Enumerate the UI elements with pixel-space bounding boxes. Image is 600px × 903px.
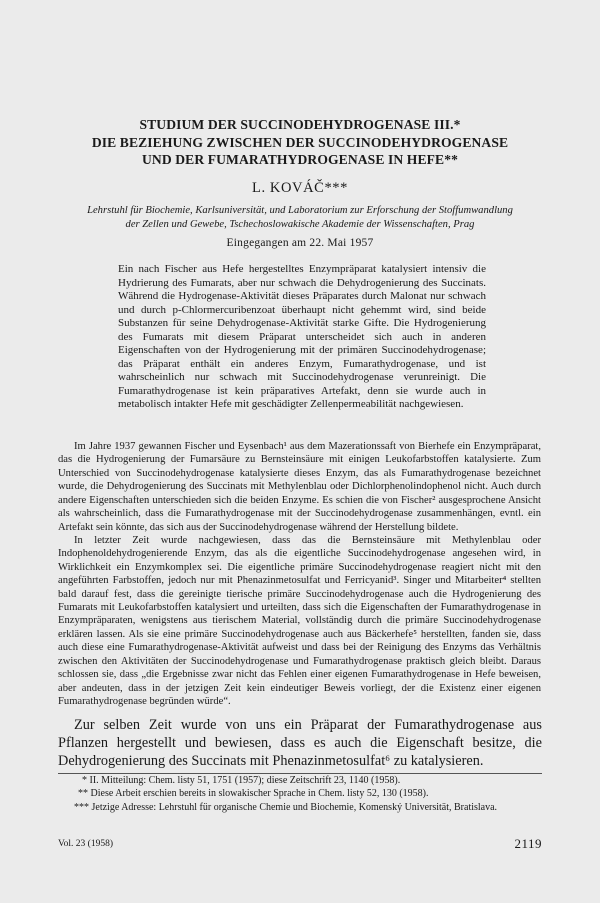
affiliation-line-1: Lehrstuhl für Biochemie, Karlsuniversität, und Laboratorium zur Erforschung der Stoffumwandlung — [87, 205, 513, 216]
footnotes — [58, 774, 542, 814]
lead-paragraph: Zur selben Zeit wurde von uns ein Präparat der Fumarathydrogenase aus Pflanzen hergestellt und bewiesen, dass es auch die Eigenschaft besitze, die Dehydrogenierung des Succinats mit Phenazinmetosulfat⁶ zu katalysieren. — [58, 717, 542, 769]
received-date: Eingegangen am 22. Mai 1957 — [226, 237, 374, 249]
author-name: L. KOVÁČ*** — [251, 180, 348, 196]
page-number: 2119 — [514, 836, 542, 851]
article-title — [40, 116, 560, 169]
abstract: Ein nach Fischer aus Hefe hergestelltes Enzympräparat katalysiert intensiv die Hydrierung des Fumarats, aber nur schwach die Dehydrogenierung des Succinats. Während die Hydrogenase-Aktivität dieses Präparates durch Malonat nur schwach und durch p-Chlormercuribenzoat überhaupt nicht gehemmt wird, sind beide Substanzen für seine Dehydrogenase-Aktivität starke Gifte. Die Hydrogenierung des Fumarats mit diesem Präparat unterscheidet sich auch in anderen Eigenschaften von der Hydrogenierung mit der primären Succinodehydrogenase; das Präparat enthält ein anderes Enzym, Fumarathydrogenase, und ist wahrscheinlich nur schwach mit Succinodehydrogenase verunreinigt. Die Fumarathydrogenase ist kein präparatives Artefakt, denn sie wurde auch in metabolisch intakter Hefe mit geschädigter Zellenpermeabilität nachgewiesen. — [118, 263, 486, 410]
title-line-2: DIE BEZIEHUNG ZWISCHEN DER SUCCINODEHYDROGENASE — [91, 134, 509, 150]
footnote-3: *** Jetzige Adresse: Lehrstuhl für organische Chemie und Biochemie, Komenský Universität, Bratislava. — [74, 801, 498, 813]
body-text — [58, 440, 541, 708]
affiliation — [30, 204, 570, 231]
paragraph-1: Im Jahre 1937 gewannen Fischer und Eysenbach¹ aus dem Mazerationssaft von Bierhefe ein Enzympräparat, das die Hydrogenierung der Fumarsäure zu Bernsteinsäure mit einigen Leukofarbstoffen katalysierte. Zum Unterschied von Succinodehydrogenase katalysierte dieses Enzym, das als Fumarathydrogenase bezeichnet wurde, die Dehydrogenierung des Succinats mit Methylenblau oder Dichlorphenolindophenol nicht. Auch durch andere Eigenschaften unterschieden sich die beiden Enzyme. Es schien die von Fischer² ausgesprochene Ansicht als wahrscheinlich, dass die Fumarathydrogenase mit der Succinodehydrogenase zusammenhängen, evntl. ein Artefakt sein könnte, das sich aus der Succinodehydrogenase während der Herstellung bildete. — [58, 441, 541, 533]
footnote-1: * II. Mitteilung: Chem. listy 51, 1751 (1957); diese Zeitschrift 23, 1140 (1958). — [82, 775, 401, 786]
title-line-3: UND DER FUMARATHYDROGENASE IN HEFE** — [141, 152, 459, 167]
title-line-1: STUDIUM DER SUCCINODEHYDROGENASE III.* — [139, 117, 461, 132]
volume-label: Vol. 23 (1958) — [58, 839, 113, 849]
footnote-2: ** Diese Arbeit erschien bereits in slowakischer Sprache in Chem. listy 52, 130 (1958). — [78, 788, 429, 800]
paragraph-2: In letzter Zeit wurde nachgewiesen, dass das die Bernsteinsäure mit Methylenblau oder Indophenoldehydrogenierende Enzym, das als die eigentliche Succinodehydrogenase angesehen wird, in Wirklichkeit ein Enzymkomplex sei. Die eigentliche primäre Succinodehydrogenase reagiert nicht mit den angeführten Farbstoffen, jedoch nur mit Phenazinmetosulfat und Ferricyanid³. Singer und Mitarbeiter⁴ stellten bald darauf fest, dass die gereinigte tierische primäre Succinodehydrogenase auch die Hydrogenierung des Fumarats mit Leukofarbstoffen katalysiert und urteilten, dass sich die Eigenschaften der Fumarathydrogenase in Enzympräparaten, wenigstens aus tierischem Material, vollständig durch die primäre Succinodehydrogenase erklären lassen. Als sie eine primäre Succinodehydrogenase auch aus Bäckerhefe⁵ herstellten, fanden sie, dass auch diese eine Fumarathydrogenase-Aktivität aufweist und dass bei der Reinigung des Enzyms das Verhältnis zwischen den Aktivitäten der Succinodehydrogenase und Fumarathydrogenase praktisch gleich bleibt. Daraus schlossen sie, dass „die Ergebnisse zwar nicht das Fehlen einer eigenen Fumarathydrogenase in Hefe beweisen, aber andeuten, dass in der jetzigen Zeit kein eindeutiger Beweis vorliegt, der die Existenz einer eigenen Fumarathydrogenase begründen würde“. — [58, 534, 541, 708]
affiliation-line-2: der Zellen und Gewebe, Tschechoslowakische Akademie der Wissenschaften, Prag — [125, 218, 475, 230]
